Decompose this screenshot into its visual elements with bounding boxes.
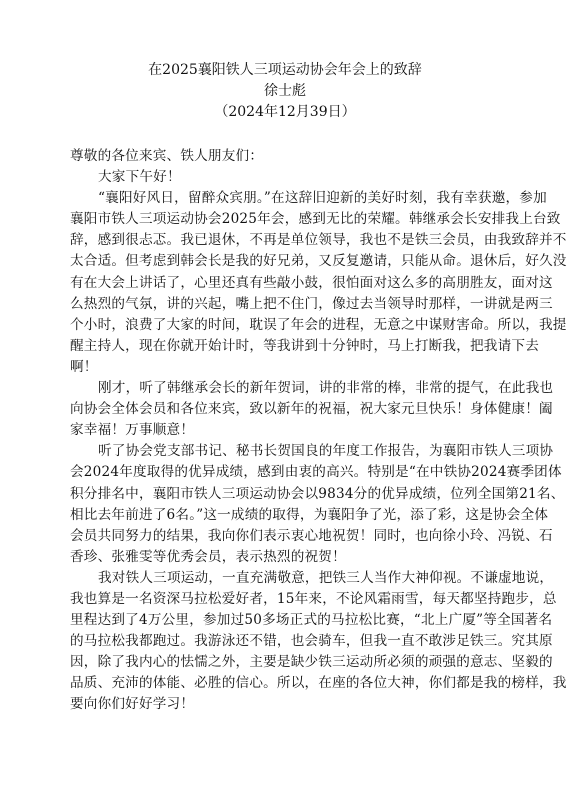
paragraph-line: 相比去年前进了6名。”这一成绩的取得，为襄阳争了光，添了彩，这是协会全体 xyxy=(70,506,549,523)
paragraph-line: 里程达到了4万公里，参加过50多场正式的马拉松比赛，“北上广厦”等全国著名 xyxy=(70,612,553,629)
paragraph-line: 我对铁人三项运动，一直充满敬意，把铁三人当作大神仰视。不谦虚地说， xyxy=(98,569,554,586)
paragraph-4 xyxy=(70,568,567,716)
paragraph-line: 向协会全体会员和各位来宾，致以新年的祝福，祝大家元旦快乐！身体健康！阖 xyxy=(70,401,553,418)
document-body xyxy=(70,146,567,716)
paragraph-line: 刚才，听了韩继承会长的新年贺词，讲的非常的棒，非常的提气，在此我也 xyxy=(98,380,554,397)
document-date: （2024年12月39日） xyxy=(214,104,356,120)
paragraph-line: 家幸福！万事顺意！ xyxy=(70,422,195,439)
paragraph-line: 品质、充沛的体能、必胜的信心。所以，在座的各位大神，你们都是我的榜样，我 xyxy=(70,675,567,692)
paragraph-line: 香珍、张雅雯等优秀会员，表示热烈的祝贺！ xyxy=(70,548,346,565)
paragraph-3 xyxy=(70,441,565,568)
paragraph-1 xyxy=(70,188,567,378)
paragraph-line: 要向你们好好学习！ xyxy=(70,696,195,713)
paragraph-line: 太合适。但考虑到韩会长是我的好兄弟，又反复邀请，只能从命。退休后，好久没 xyxy=(70,253,567,270)
paragraph-line: 么热烈的气氛，讲的兴起，嘴上把不住门，像过去当领导时那样，一讲就是两三 xyxy=(70,295,553,312)
paragraph-line: 醒主持人，现在你就开始计时，等我讲到十分钟时，马上打断我，把我请下去 xyxy=(70,337,539,354)
paragraph-line: 我也算是一名资深马拉松爱好者，15年来，不论风霜雨雪，每天都坚持跑步，总 xyxy=(70,590,557,607)
paragraph-line: 个小时，浪费了大家的时间，耽误了年会的进程，无意之中谋财害命。所以，我提 xyxy=(70,316,567,333)
paragraph-line: 因，除了我内心的怯懦之外，主要是缺少铁三运动所必须的顽强的意志、坚毅的 xyxy=(70,654,553,671)
greeting: 大家下午好！ xyxy=(98,169,181,186)
paragraph-line: 会员共同努力的结果，我向你们表示衷心地祝贺！同时，也向徐小玲、冯锐、石 xyxy=(70,527,553,544)
paragraph-line: 听了协会党支部书记、秘书长贺国良的年度工作报告，为襄阳市铁人三项协 xyxy=(98,443,554,460)
paragraph-line: 有在大会上讲话了，心里还真有些敲小鼓，很怕面对这么多的高朋胜友，面对这 xyxy=(70,274,553,291)
document-title: 在2025襄阳铁人三项运动协会年会上的致辞 xyxy=(148,62,422,78)
paragraph-line: 的马拉松我都跑过。我游泳还不错，也会骑车，但我一直不敢涉足铁三。究其原 xyxy=(70,633,553,650)
paragraph-line: 辞，感到很忐忑。我已退休，不再是单位领导，我也不是铁三会员，由我致辞并不 xyxy=(70,232,567,249)
salutation: 尊敬的各位来宾、铁人朋友们： xyxy=(70,148,264,164)
paragraph-line: 会2024年度取得的优异成绩，感到由衷的高兴。特别是“在中铁协2024赛季团体 xyxy=(70,464,562,481)
paragraph-line: “襄阳好风日，留醉众宾朋。”在这辞旧迎新的美好时刻，我有幸获邀，参加 xyxy=(98,190,547,207)
paragraph-line: 襄阳市铁人三项运动协会2025年会，感到无比的荣耀。韩继承会长安排我上台致 xyxy=(70,211,561,228)
paragraph-line: 啊！ xyxy=(70,358,98,375)
document-author: 徐士彪 xyxy=(264,83,306,99)
paragraph-2 xyxy=(70,378,554,441)
paragraph-line: 积分排名中，襄阳市铁人三项运动协会以9834分的优异成绩，位列全国第21名、 xyxy=(70,485,565,502)
